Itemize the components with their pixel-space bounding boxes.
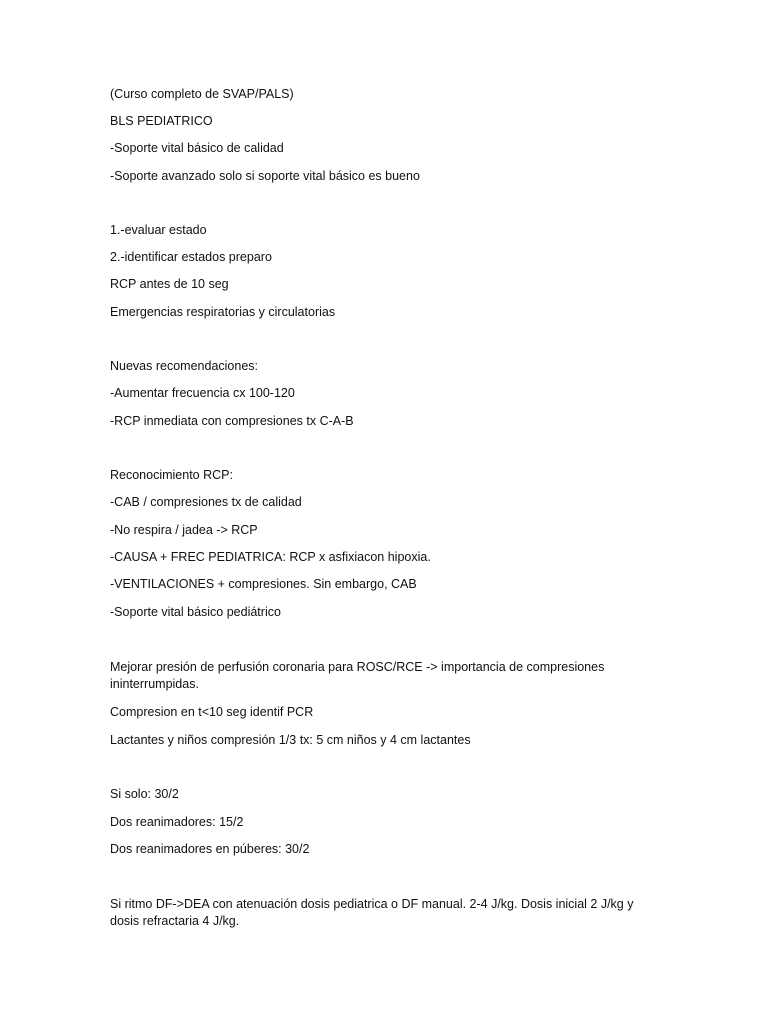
text-line: -No respira / jadea -> RCP <box>110 523 258 537</box>
text-paragraph: Mejorar presión de perfusión coronaria para ROSC/RCE -> importancia de compresiones ininterrumpidas. <box>110 660 605 691</box>
text-line: Dos reanimadores: 15/2 <box>110 815 244 829</box>
text-line: 2.-identificar estados preparo <box>110 250 272 264</box>
section-heading-bls: BLS PEDIATRICO <box>110 114 213 128</box>
text-line: -CAB / compresiones tx de calidad <box>110 495 302 509</box>
text-line: -Soporte vital básico pediátrico <box>110 605 281 619</box>
course-title: (Curso completo de SVAP/PALS) <box>110 87 294 101</box>
text-line: RCP antes de 10 seg <box>110 277 229 291</box>
text-line: -VENTILACIONES + compresiones. Sin embargo, CAB <box>110 577 417 591</box>
section-heading-recommendations: Nuevas recomendaciones: <box>110 359 258 373</box>
section-heading-recognition: Reconocimiento RCP: <box>110 468 233 482</box>
text-line: Lactantes y niños compresión 1/3 tx: 5 cm niños y 4 cm lactantes <box>110 733 471 747</box>
text-line: -CAUSA + FREC PEDIATRICA: RCP x asfixiacon hipoxia. <box>110 550 431 564</box>
text-line: Si solo: 30/2 <box>110 787 179 801</box>
text-line: -Soporte vital básico de calidad <box>110 141 284 155</box>
text-paragraph: Si ritmo DF->DEA con atenuación dosis pediatrica o DF manual. 2-4 J/kg. Dosis inicial 2 J/kg y dosis refractaria 4 J/kg. <box>110 897 634 928</box>
text-line: -Soporte avanzado solo si soporte vital básico es bueno <box>110 169 420 183</box>
text-line: -RCP inmediata con compresiones tx C-A-B <box>110 414 354 428</box>
text-line: Compresion en t<10 seg identif PCR <box>110 705 314 719</box>
text-line: 1.-evaluar estado <box>110 223 207 237</box>
text-line: Dos reanimadores en púberes: 30/2 <box>110 842 310 856</box>
text-line: -Aumentar frecuencia cx 100-120 <box>110 386 295 400</box>
text-line: Emergencias respiratorias y circulatorias <box>110 305 336 319</box>
